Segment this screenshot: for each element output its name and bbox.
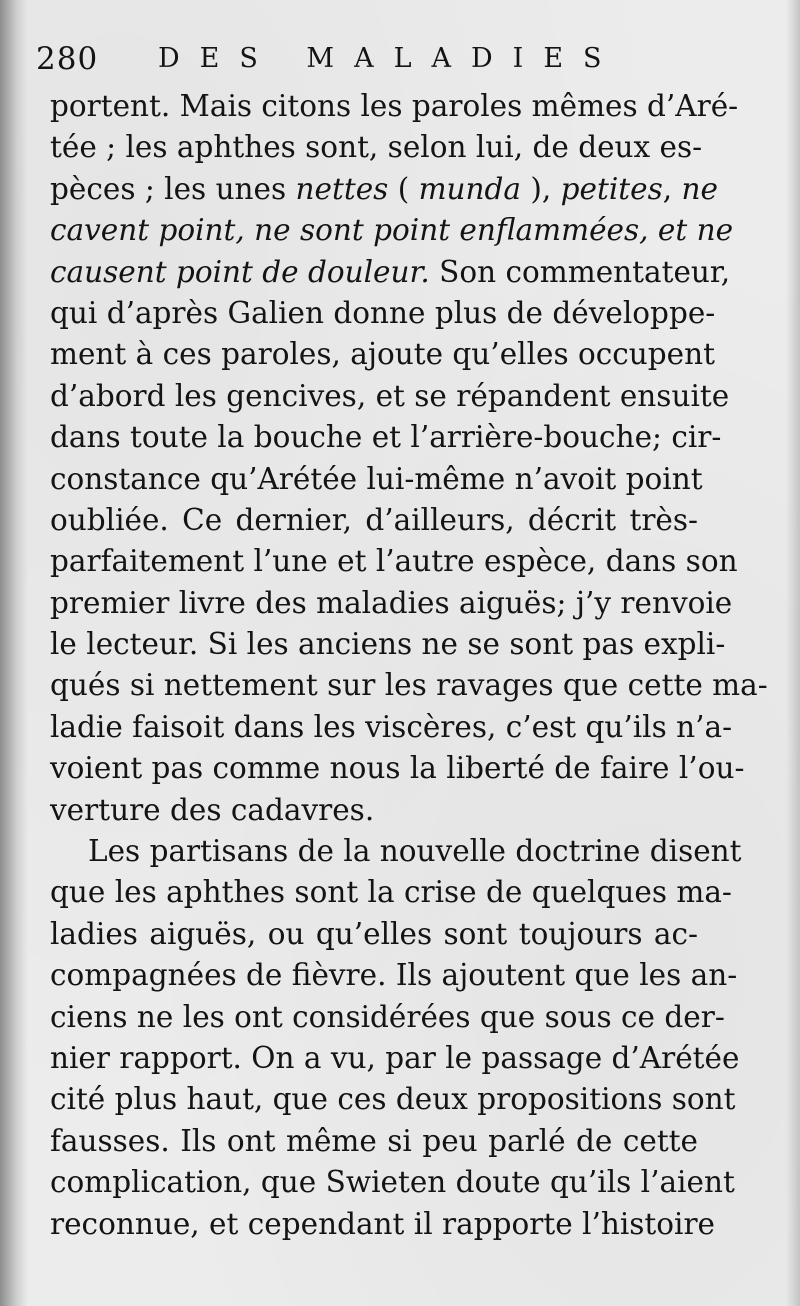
italic-run: petites	[560, 171, 663, 206]
text-run: ciens ne les ont considérées que sous ce der-	[50, 999, 725, 1034]
text-run: nier rapport. On a vu, par le passage d’Arétée	[50, 1040, 740, 1075]
text-line	[50, 541, 738, 582]
text-run: oubliée. Ce dernier, d’ailleurs, décrit très-	[50, 502, 698, 537]
text-run: Son commentateur,	[429, 254, 731, 289]
text-line	[50, 583, 733, 624]
text-run: portent. Mais citons les paroles mêmes d’Aré-	[50, 89, 739, 123]
text-line	[50, 210, 734, 251]
text-run: reconnue, et cependant il rapporte l’histoire	[50, 1206, 716, 1241]
text-run: le lecteur. Si les anciens ne se sont pas expli-	[50, 627, 726, 662]
text-run: constance qu’Arétée lui-même n’avoit point	[50, 461, 703, 496]
text-line	[50, 1204, 716, 1245]
text-line	[50, 127, 703, 168]
italic-run: nettes	[295, 171, 389, 206]
page-edge-shadow	[786, 0, 800, 1306]
text-line	[50, 169, 718, 210]
text-line	[50, 1038, 740, 1079]
italic-run: causent point de douleur.	[50, 254, 430, 289]
italic-run: ne	[681, 171, 718, 206]
text-line	[50, 459, 703, 500]
text-run: fausses. Ils ont même si peu parlé de cette	[50, 1123, 698, 1158]
paragraph	[50, 831, 742, 1245]
body-text	[50, 86, 768, 1245]
text-run: qués si nettement sur les ravages que cette ma-	[50, 668, 768, 703]
text-line	[50, 914, 698, 955]
text-line	[50, 293, 716, 334]
italic-run: cavent point, ne sont point enflammées, et ne	[50, 213, 734, 248]
text-line	[50, 1121, 698, 1162]
text-run: voient pas comme nous la liberté de faire l’ou-	[50, 751, 745, 786]
text-line	[50, 790, 698, 831]
running-title: DES MALADIES	[158, 43, 622, 74]
text-run: verture des cadavres.	[50, 792, 375, 827]
text-run: compagnées de fièvre. Ils ajoutent que les an-	[50, 958, 738, 993]
text-line	[50, 665, 768, 706]
text-line	[50, 707, 733, 748]
page-gutter-shadow	[0, 0, 28, 1306]
italic-run: munda	[418, 171, 522, 206]
text-line	[50, 1079, 736, 1120]
text-line	[50, 376, 730, 417]
text-run: d’abord les gencives, et se répandent ensuite	[50, 378, 730, 413]
text-line	[50, 831, 742, 872]
text-run: ,	[662, 171, 682, 206]
text-run: premier livre des maladies aiguës; j’y renvoie	[50, 585, 733, 620]
running-head	[36, 34, 756, 84]
text-run: Les partisans de la nouvelle doctrine disent	[88, 834, 742, 869]
text-line	[50, 417, 722, 458]
paragraph	[50, 86, 768, 831]
text-line	[50, 955, 738, 996]
text-run: ment à ces paroles, ajoute qu’elles occupent	[50, 337, 715, 372]
text-line	[50, 997, 725, 1038]
text-line	[50, 252, 731, 293]
text-run: (	[388, 171, 419, 206]
text-run: parfaitement l’une et l’autre espèce, dans son	[50, 544, 738, 579]
text-run: complication, que Swieten doute qu’ils l’aient	[50, 1165, 735, 1200]
text-run: ladies aiguës, ou qu’elles sont toujours ac-	[50, 916, 698, 951]
text-run: tée ; les aphthes sont, selon lui, de deux es-	[50, 130, 703, 165]
text-line	[50, 86, 739, 127]
text-run: dans toute la bouche et l’arrière-bouche; cir-	[50, 420, 722, 455]
text-run: ),	[521, 171, 561, 206]
text-run: pèces ; les unes	[50, 171, 296, 206]
text-run: que les aphthes sont la crise de quelques ma-	[50, 875, 732, 910]
text-line	[50, 334, 715, 375]
text-line	[50, 748, 745, 789]
text-run: ladie faisoit dans les viscères, c’est qu’ils n’a-	[50, 709, 733, 744]
text-run: qui d’après Galien donne plus de développe-	[50, 295, 716, 330]
text-line	[50, 624, 726, 665]
text-line	[50, 1162, 735, 1203]
text-run: cité plus haut, que ces deux propositions sont	[50, 1082, 736, 1117]
text-line	[50, 500, 698, 541]
text-line	[50, 872, 732, 913]
page-number: 280	[36, 41, 99, 77]
